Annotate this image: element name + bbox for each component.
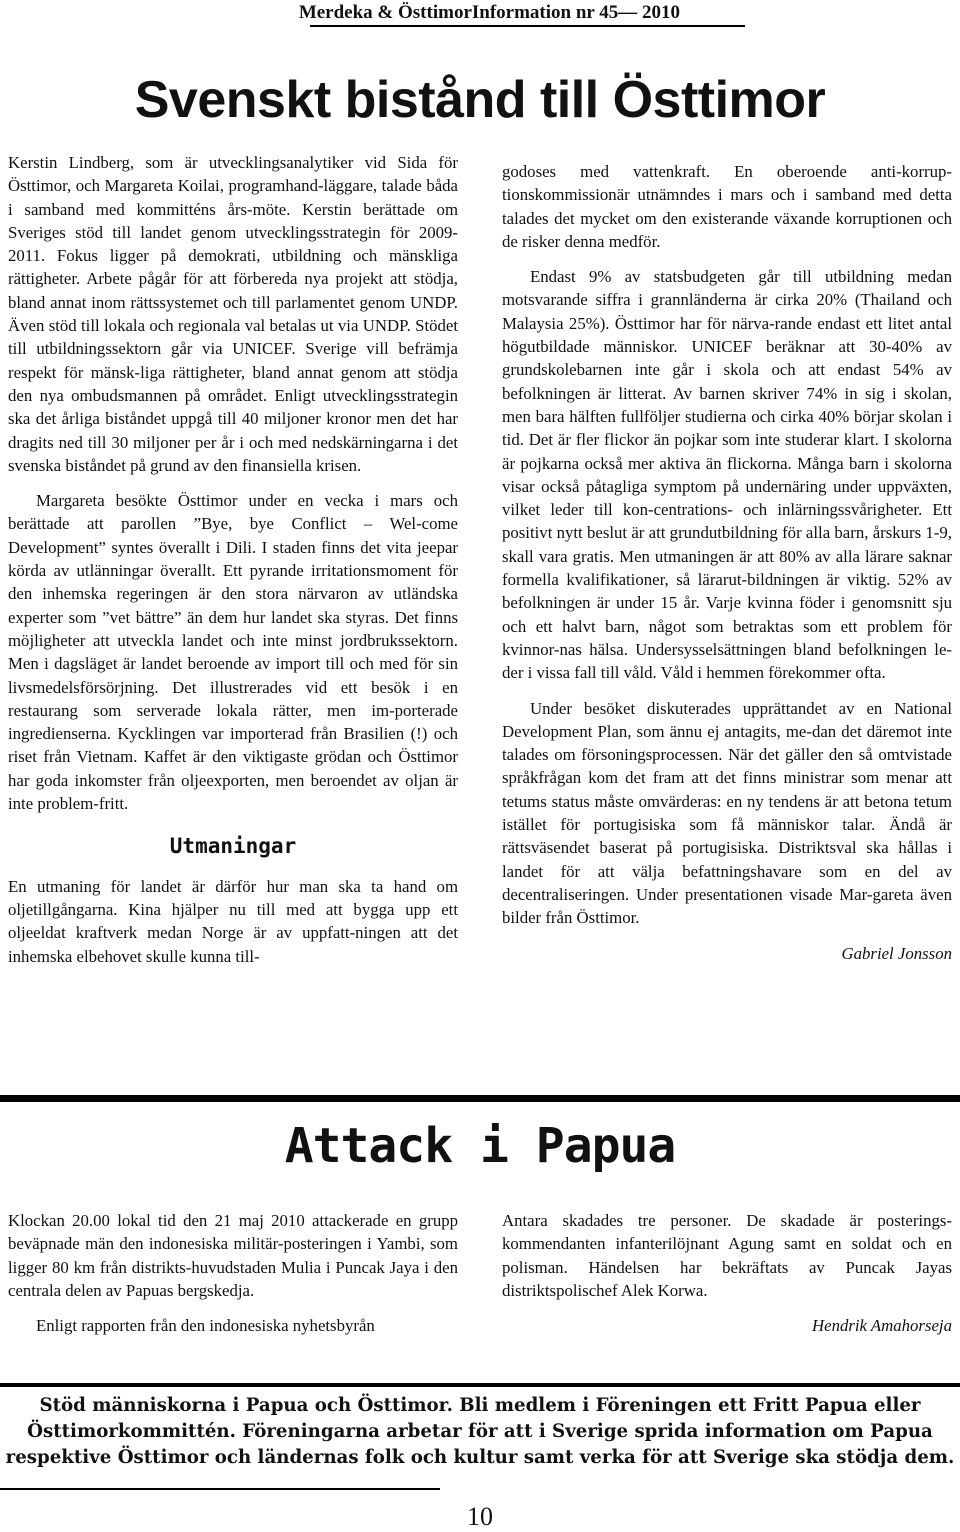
article2-column-right — [502, 1209, 952, 1337]
footer-call-to-action — [0, 1393, 960, 1471]
section-divider — [0, 1095, 960, 1102]
article2-column-left — [8, 1209, 458, 1337]
article1-column-left — [8, 151, 458, 968]
author-signature: Hendrik Amahorseja — [812, 1316, 952, 1336]
paragraph: Kerstin Lindberg, som är utvecklingsanalytiker vid Sida för Östtimor, och Margareta Koilai, programhand-läggare, talade båda i samband med kommitténs års-möte. Kerstin berättade om Sveriges stöd till landet genom utvecklingsstrategin för 2009-2011. Fokus ligger på demokrati, utbildning och mänskliga rättigheter. Arbete pågår för att förbereda nya projekt att stödja, bland annat inom rättssystemet och till parlamentet genom UNDP. Även stöd till lokala och regionala val betalas ut via UNDP. Stödet till utbildningssektorn går via UNICEF. Sverige vill befrämja respekt för mänsk-liga rättigheter, bland annat genom att stödja den nya ombudsmannen på området. Enligt utvecklingsstrategin ska det årliga biståndet uppgå till 40 miljoner kronor men det har dragits ned till 30 miljoner per år i och med nedskärningarna i det svenska biståndet på grund av den finansiella krisen. — [8, 153, 458, 475]
section-subheading: Utmaningar — [169, 834, 297, 859]
paragraph: Margareta besökte Östtimor under en vecka i mars och berättade att parollen ”Bye, bye Conflict – Wel-come Development” syntes överallt i Dili. I staden finns det vita jeepar körda av utlänningar överallt. Ett pyrande irritationsmoment för den inhemska regeringen är den stora närvaron av utländska experter som ”vet bättre” än dem hur landet ska styras. Det finns möjligheter att utveckla landet och inte minst jordbrukssektorn. Men i dagsläget är landet beroende av import till och med för sin livsmedelsförsörjning. Det illustrerades vid ett besök i en restaurang som serverade lokala rätter, men im-porterade ingredienserna. Kycklingen var importerad från Brasilien (!) och riset från Vietnam. Kaffet är den viktigaste grödan och Östtimor har goda inkomster från oljeexporten, men beroendet av oljan är inte problem-fritt. — [8, 491, 458, 814]
paragraph: Antara skadades tre personer. De skadade är posterings-kommendanten infanterilöjnant Agung samt en soldat och en polisman. Händelsen har bekräftats av Puncak Jayas distriktspolischef Alek Korwa. — [502, 1211, 952, 1300]
footer-divider — [0, 1383, 960, 1387]
footer-line: respektive Östtimor och ländernas folk och kultur samt verka för att Sverige ska stödja dem. — [5, 1447, 955, 1468]
article-title: Attack i Papua — [284, 1118, 676, 1174]
footer-line: Stöd människorna i Papua och Östtimor. Bli medlem i Föreningen ett Fritt Papua eller — [39, 1395, 921, 1416]
paragraph: Endast 9% av statsbudgeten går till utbildning medan motsvarande siffra i grannländerna är cirka 20% (Thailand och Malaysia 25%). Östtimor har för närva-rande endast ett litet antal högutbildade människor. UNICEF beräknar att 30-40% av grundskolebarnen inte går i skola och att endast 54% av befolkningen är litterat. Av barnen skriver 74% in sig i skolan, men bara hälften fullföljer studierna och cirka 40% börjar skolan i tid. Det är fler flickor än pojkar som inte studerar klart. I skolorna är pojkarna också mer aktiva än flickorna. Många barn i skolorna visar också påtagliga symptom på undernäring under uppväxten, vilket leder till kon-centrations- och inlärningssvårigheter. Ett positivt nytt beslut är att grundutbildning för alla barn, årskurs 1-9, skall vara gratis. Men utmaningen är att 80% av alla lärare saknar formella kvalifikationer, så lärarut-bildningen är viktig. 52% av befolkningen är under 15 år. Varje kvinna föder i genomsnitt sju och ett halvt barn, något som betraktas som ett problem för kvinnor-nas hälsa. Undersysselsättningen bland befolkningen le-der i vissa fall till våld. Våld i hemmen förekommer ofta. — [502, 267, 952, 683]
footer-rule — [0, 1488, 440, 1490]
paragraph: godoses med vattenkraft. En oberoende anti-korrup-tionskommissionär utnämndes i mars och i samband med detta talades det mycket om den existerande växande korruptionen och de risker denna medför. — [502, 162, 952, 251]
author-signature: Gabriel Jonsson — [841, 943, 952, 963]
page-number: 10 — [467, 1502, 493, 1531]
header-rule — [310, 25, 745, 27]
paragraph: Klockan 20.00 lokal tid den 21 maj 2010 attackerade en grupp beväpnade män den indonesiska militär-posteringen i Yambi, som ligger 80 km från distrikts-huvudstaden Mulia i Puncak Jaya i den centrala delen av Papuas bergskedja. — [8, 1211, 458, 1300]
article-title: Svenskt bistånd till Östtimor — [134, 71, 826, 129]
paragraph: En utmaning för landet är därför hur man ska ta hand om oljetillgångarna. Kina hjälper nu till med att bygga upp ett oljeeldat kraftverk medan Norge är av uppfatt-ningen att det inhemska elbehovet skulle kunna till- — [8, 876, 458, 966]
paragraph: Enligt rapporten från den indonesiska nyhetsbyrån — [36, 1316, 375, 1336]
paragraph: Under besöket diskuterades upprättandet av en National Development Plan, som ännu ej antagits, me-dan det däremot inte talades om försoningsprocessen. När det gäller den så omtvistade språkfrågan kom det fram att det finns ministrar som menar att tetums status måste omvärderas: en ny tendens är att betona tetum istället för portugisiska som få människor talar. Ändå är rättsväsendet baserat på portugisiska. Distriktsval ska hållas i landet för att välja befattningshavare som en del av decentraliseringen. Under presentationen visade Mar-gareta även bilder från Östtimor. — [502, 698, 952, 928]
publication-header: Merdeka & ÖsttimorInformation nr 45— 2010 — [298, 2, 680, 23]
footer-line: Östtimorkommittén. Föreningarna arbetar för att i Sverige sprida information om Papua — [27, 1421, 933, 1442]
article1-column-right — [502, 160, 952, 965]
